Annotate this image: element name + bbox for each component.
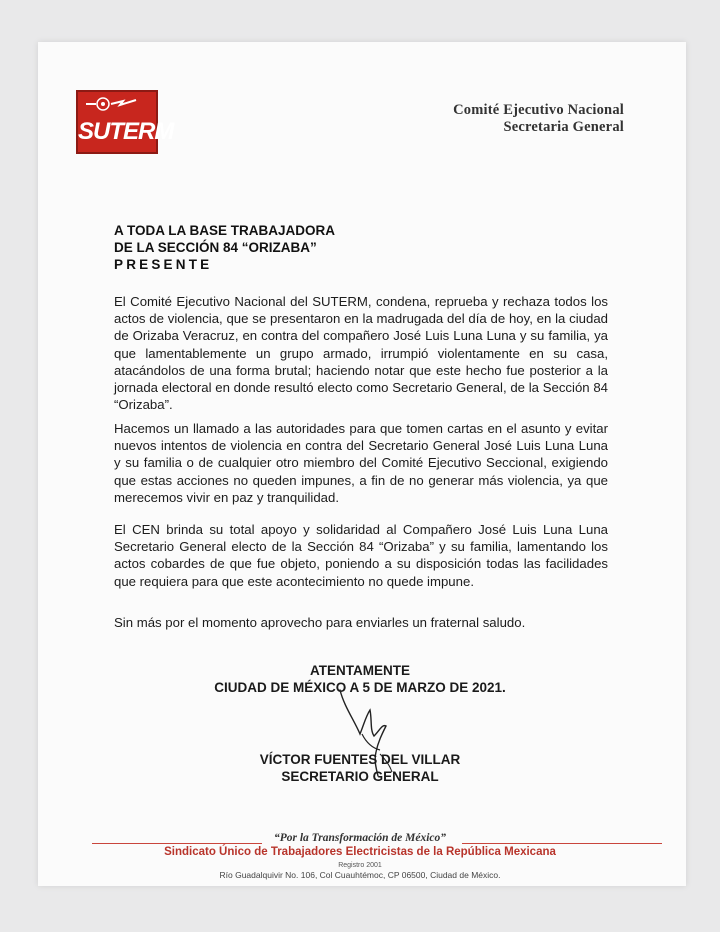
- closing-place-date: CIUDAD DE MÉXICO A 5 DE MARZO DE 2021.: [214, 680, 506, 695]
- signer-name: VÍCTOR FUENTES DEL VILLAR: [259, 752, 461, 767]
- footer-registry: Registro 2001: [338, 862, 382, 869]
- body-paragraph-2: Hacemos un llamado a las autoridades para que tomen cartas en el asunto y evitar nuevos intentos de violencia en contra del Secretario General José Luis Luna Luna y su familia o de cualquier otro miembro del Comité Ejecutivo Seccional, exigiendo que estas acciones no queden impunes, a fin de no generar más violencia, ya que merecemos vivir en paz y tranquilidad.: [114, 421, 608, 505]
- closing-salutation: ATENTAMENTE: [310, 663, 410, 678]
- footer-address: Río Guadalquivir No. 106, Col Cuauhtémoc, CP 06500, Ciudad de México.: [219, 870, 501, 880]
- footer-divider-left: [92, 843, 262, 844]
- suterm-logo: [76, 90, 174, 154]
- org-committee: Comité Ejecutivo Nacional: [453, 102, 624, 118]
- org-secretariat: Secretaria General: [503, 119, 624, 135]
- addressee-line-1: A TODA LA BASE TRABAJADORA: [114, 223, 336, 238]
- body-paragraph-4: Sin más por el momento aprovecho para enviarles un fraternal saludo.: [114, 615, 526, 630]
- letterhead-org: [453, 102, 624, 136]
- footer-divider-right: [462, 843, 662, 844]
- footer-org-name: Sindicato Único de Trabajadores Electricistas de la República Mexicana: [164, 846, 556, 858]
- addressee-line-2: DE LA SECCIÓN 84 “ORIZABA”: [114, 240, 317, 255]
- signer-title: SECRETARIO GENERAL: [281, 769, 439, 784]
- signer-block: [210, 751, 510, 785]
- addressee-line-3: PRESENTE: [114, 257, 213, 272]
- body-paragraph-1: El Comité Ejecutivo Nacional del SUTERM, condena, reprueba y rechaza todos los actos de violencia, que se presentaron en la madrugada del día de hoy, en la ciudad de Orizaba Veracruz, en contra del compañero José Luis Luna Luna y su familia, ya que lamentablemente un grupo armado, irrumpió violentamente en su casa, atacándolos de una forma brutal; haciendo notar que este hecho fue posterior a la jornada electoral en donde resultó electo como Secretario General, de la Sección 84 “Orizaba”.: [114, 294, 608, 413]
- footer-motto: “Por la Transformación de México”: [273, 832, 447, 844]
- body-paragraph-3: El CEN brinda su total apoyo y solidaridad al Compañero José Luis Luna Luna Secretario General electo de la Sección 84 “Orizaba” y su familia, lamentando los actos cobardes de que fue objeto, poniendo a su disposición todas las facilidades que requiera para que este acontecimiento no quede impune.: [114, 522, 608, 589]
- logo-wordmark: SUTERM: [78, 118, 174, 145]
- addressee-block: [114, 222, 335, 273]
